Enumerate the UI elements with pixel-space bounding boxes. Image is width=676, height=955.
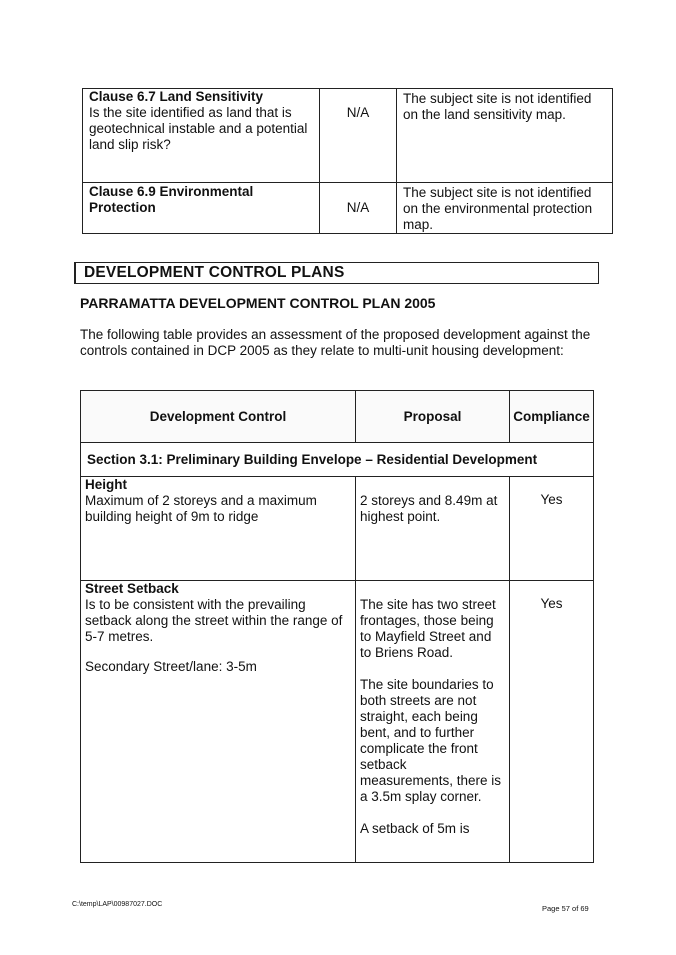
control-title: Street Setback <box>85 581 179 596</box>
proposal-cell <box>356 581 510 863</box>
table-row <box>81 477 594 581</box>
intro-paragraph: The following table provides an assessment of the proposed development against the controls contained in DCP 2005 as they relate to multi-unit housing development: <box>80 327 591 358</box>
sub-heading: PARRAMATTA DEVELOPMENT CONTROL PLAN 2005 <box>80 295 436 311</box>
control-cell <box>81 581 356 863</box>
clause-table <box>82 88 613 234</box>
proposal-text: The site has two street frontages, those being to Mayfield Street and to Briens Road. <box>360 597 496 660</box>
clause-status: N/A <box>346 105 370 120</box>
clause-comment-cell <box>397 183 613 234</box>
header-compliance: Compliance <box>510 391 594 443</box>
proposal-cell <box>356 477 510 581</box>
proposal-text: A setback of 5m is <box>360 821 470 836</box>
compliance-value: Yes <box>540 492 563 507</box>
clause-comment: The subject site is not identified on the land sensitivity map. <box>403 91 592 122</box>
section-row <box>81 443 594 477</box>
clause-status: N/A <box>346 200 370 215</box>
clause-status-cell <box>320 89 397 183</box>
proposal-text: 2 storeys and 8.49m at highest point. <box>360 493 498 524</box>
clause-comment: The subject site is not identified on the environmental protection map. <box>403 185 593 232</box>
control-title: Height <box>85 477 127 492</box>
clause-cell <box>83 183 320 234</box>
clause-title: Clause 6.9 Environmental Protection <box>89 184 254 215</box>
control-text: Is to be consistent with the prevailing setback along the street within the range of 5-7 metres. <box>85 597 343 644</box>
clause-comment-cell <box>397 89 613 183</box>
clause-status-cell <box>320 183 397 234</box>
header-proposal: Proposal <box>356 391 510 443</box>
table-row <box>81 581 594 863</box>
proposal-text: The site boundaries to both streets are not straight, each being bent, and to further complicate the front setback measurements, there is a 3.5m splay corner. <box>360 677 502 804</box>
clause-title: Clause 6.7 Land Sensitivity <box>89 89 264 104</box>
header-control: Development Control <box>81 391 356 443</box>
clause-description: Is the site identified as land that is geotechnical instable and a potential land slip risk? <box>89 105 308 152</box>
control-text: Secondary Street/lane: 3-5m <box>85 659 257 674</box>
section-title: Section 3.1: Preliminary Building Envelope – Residential Development <box>81 443 594 477</box>
clause-row <box>83 89 613 183</box>
assessment-table <box>80 390 594 863</box>
compliance-value: Yes <box>540 596 563 611</box>
table-header-row <box>81 391 594 443</box>
control-cell <box>81 477 356 581</box>
clause-cell <box>83 89 320 183</box>
control-text: Maximum of 2 storeys and a maximum building height of 9m to ridge <box>85 493 317 524</box>
section-heading: DEVELOPMENT CONTROL PLANS <box>84 264 345 281</box>
footer-page-number: Page 57 of 69 <box>542 904 589 913</box>
clause-row <box>83 183 613 234</box>
compliance-cell <box>510 477 594 581</box>
section-heading-box <box>74 262 599 284</box>
compliance-cell <box>510 581 594 863</box>
footer-path: C:\temp\LAP\00987027.DOC <box>72 901 163 908</box>
